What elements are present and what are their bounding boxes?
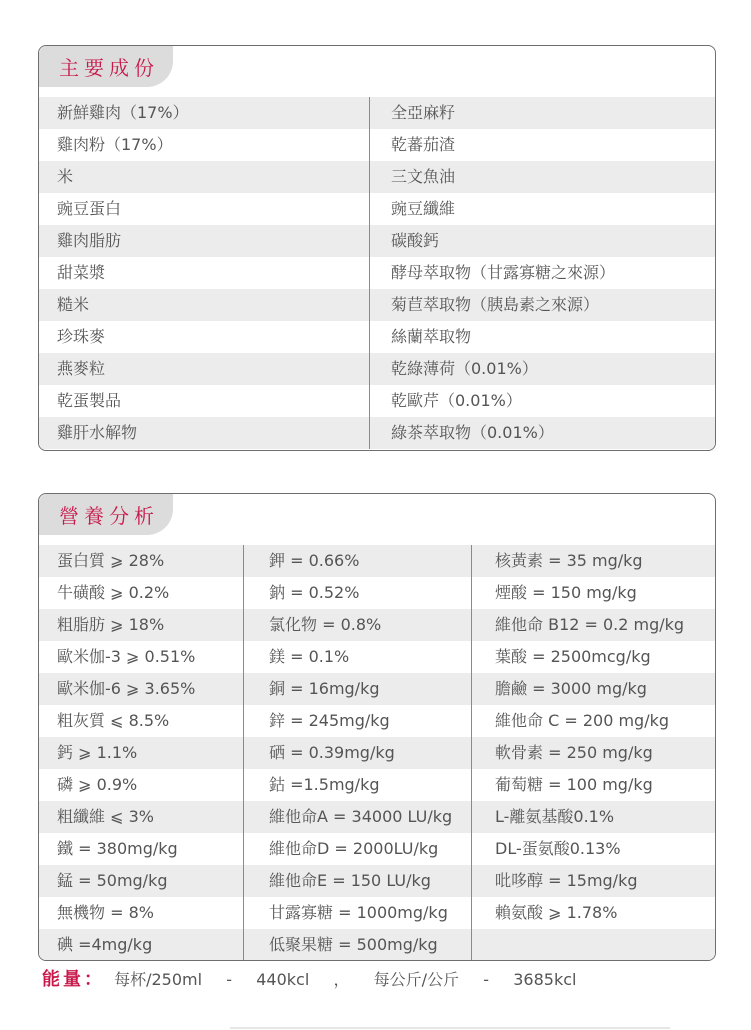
table-row: [39, 833, 715, 865]
table-cell: 雞肉粉（17%）: [57, 135, 173, 154]
table-cell: 鉀 = 0.66%: [269, 551, 360, 570]
table-cell: 維他命 C = 200 mg/kg: [495, 711, 670, 730]
table-cell: 粗灰質 ⩽ 8.5%: [57, 711, 170, 730]
energy-per-cup-value: 440kcl: [256, 970, 310, 989]
table-cell: 煙酸 = 150 mg/kg: [495, 583, 637, 602]
table-row: [39, 353, 715, 385]
table-cell: 軟骨素 = 250 mg/kg: [495, 743, 653, 762]
table-cell: 甘露寡糖 = 1000mg/kg: [269, 903, 448, 922]
table-cell: 新鮮雞肉（17%）: [57, 103, 189, 122]
table-cell: 鈷 =1.5mg/kg: [269, 775, 380, 794]
ingredients-table: [39, 97, 715, 449]
table-cell: 鎂 = 0.1%: [269, 647, 350, 666]
table-cell: 維他命D = 2000LU/kg: [269, 839, 439, 858]
table-cell: 雞肝水解物: [57, 423, 138, 442]
table-cell: 蛋白質 ⩾ 28%: [57, 551, 165, 570]
table-row: [39, 385, 715, 417]
table-cell: 碳酸鈣: [391, 231, 440, 250]
table-cell: DL-蛋氨酸0.13%: [495, 839, 621, 858]
table-cell: 核黃素 = 35 mg/kg: [495, 551, 643, 570]
energy-per-kg: 每公斤/公斤: [373, 970, 460, 989]
table-row: [39, 737, 715, 769]
table-row: [39, 321, 715, 353]
table-cell: 銅 = 16mg/kg: [269, 679, 380, 698]
table-cell: 乾綠薄荷（0.01%）: [391, 359, 538, 378]
table-row: [39, 161, 715, 193]
table-row: [39, 129, 715, 161]
table-cell: 菊苣萃取物（胰島素之來源）: [391, 295, 600, 314]
nutrition-title: 營養分析: [59, 504, 159, 528]
table-cell: 維他命 B12 = 0.2 mg/kg: [495, 615, 685, 634]
table-cell: L-離氨基酸0.1%: [495, 807, 615, 826]
table-cell: 歐米伽-3 ⩾ 0.51%: [57, 647, 196, 666]
table-row: [39, 257, 715, 289]
table-cell: 低聚果糖 = 500mg/kg: [269, 935, 438, 954]
table-row: [39, 97, 715, 129]
ingredients-title: 主要成份: [59, 56, 159, 80]
table-cell: 雞肉脂肪: [57, 231, 122, 250]
table-cell: 乾蛋製品: [57, 391, 122, 410]
table-cell: 絲蘭萃取物: [391, 327, 472, 346]
table-cell: 碘 =4mg/kg: [57, 935, 153, 954]
table-cell: 鐵 = 380mg/kg: [57, 839, 178, 858]
bottom-divider: [230, 1027, 670, 1029]
table-cell: 綠茶萃取物（0.01%）: [391, 423, 554, 442]
table-cell: 葡萄糖 = 100 mg/kg: [495, 775, 653, 794]
energy-per-cup: 每杯/250ml: [114, 970, 203, 989]
table-cell: 甜菜漿: [57, 263, 106, 282]
energy-dash-1: -: [226, 970, 233, 989]
table-row: [39, 897, 715, 929]
table-cell: 錳 = 50mg/kg: [57, 871, 168, 890]
table-cell: 粗脂肪 ⩾ 18%: [57, 615, 165, 634]
table-cell: 粗纖維 ⩽ 3%: [57, 807, 154, 826]
table-cell: 酵母萃取物（甘露寡糖之來源）: [391, 263, 616, 282]
ingredients-tab: [39, 46, 173, 87]
energy-dash-2: -: [483, 970, 490, 989]
energy-per-kg-value: 3685kcl: [513, 970, 577, 989]
table-cell: 鋅 = 245mg/kg: [269, 711, 390, 730]
table-row: [39, 865, 715, 897]
table-cell: 珍珠麥: [57, 327, 106, 346]
table-row: [39, 289, 715, 321]
table-cell: 維他命E = 150 LU/kg: [269, 871, 431, 890]
table-cell: 乾歐芹（0.01%）: [391, 391, 522, 410]
column-divider: [471, 545, 472, 961]
table-row: [39, 417, 715, 449]
table-cell: 豌豆纖維: [391, 199, 456, 218]
table-cell: 氯化物 = 0.8%: [269, 615, 382, 634]
table-cell: 吡哆醇 = 15mg/kg: [495, 871, 638, 890]
table-row: [39, 705, 715, 737]
table-cell: 賴氨酸 ⩾ 1.78%: [495, 903, 618, 922]
table-cell: 鈉 = 0.52%: [269, 583, 360, 602]
table-cell: 硒 = 0.39mg/kg: [269, 743, 395, 762]
nutrition-panel: [38, 493, 716, 961]
table-row: [39, 641, 715, 673]
ingredients-panel: [38, 45, 716, 451]
table-cell: 無機物 = 8%: [57, 903, 154, 922]
table-cell: 歐米伽-6 ⩾ 3.65%: [57, 679, 196, 698]
table-row: [39, 801, 715, 833]
table-cell: 葉酸 = 2500mcg/kg: [495, 647, 651, 666]
table-cell: 牛磺酸 ⩾ 0.2%: [57, 583, 170, 602]
nutrition-tab: [39, 494, 173, 535]
table-row: [39, 769, 715, 801]
energy-line: [42, 966, 576, 994]
table-row: [39, 609, 715, 641]
table-cell: 乾蕃茄渣: [391, 135, 456, 154]
table-cell: 糙米: [57, 295, 90, 314]
energy-comma: ，: [333, 970, 350, 989]
table-cell: 膽鹼 = 3000 mg/kg: [495, 679, 647, 698]
table-cell: 鈣 ⩾ 1.1%: [57, 743, 138, 762]
table-cell: 全亞麻籽: [391, 103, 456, 122]
nutrition-table: [39, 545, 715, 961]
table-cell: 燕麥粒: [57, 359, 106, 378]
energy-label: 能量：: [42, 969, 105, 990]
table-cell: 三文魚油: [391, 167, 456, 186]
table-row: [39, 225, 715, 257]
table-row: [39, 545, 715, 577]
table-row: [39, 929, 715, 961]
column-divider: [243, 545, 244, 961]
table-row: [39, 673, 715, 705]
table-row: [39, 193, 715, 225]
table-cell: 米: [57, 167, 74, 186]
column-divider: [369, 97, 370, 449]
table-cell: 豌豆蛋白: [57, 199, 122, 218]
table-cell: 磷 ⩾ 0.9%: [57, 775, 138, 794]
table-cell: 維他命A = 34000 LU/kg: [269, 807, 453, 826]
table-row: [39, 577, 715, 609]
